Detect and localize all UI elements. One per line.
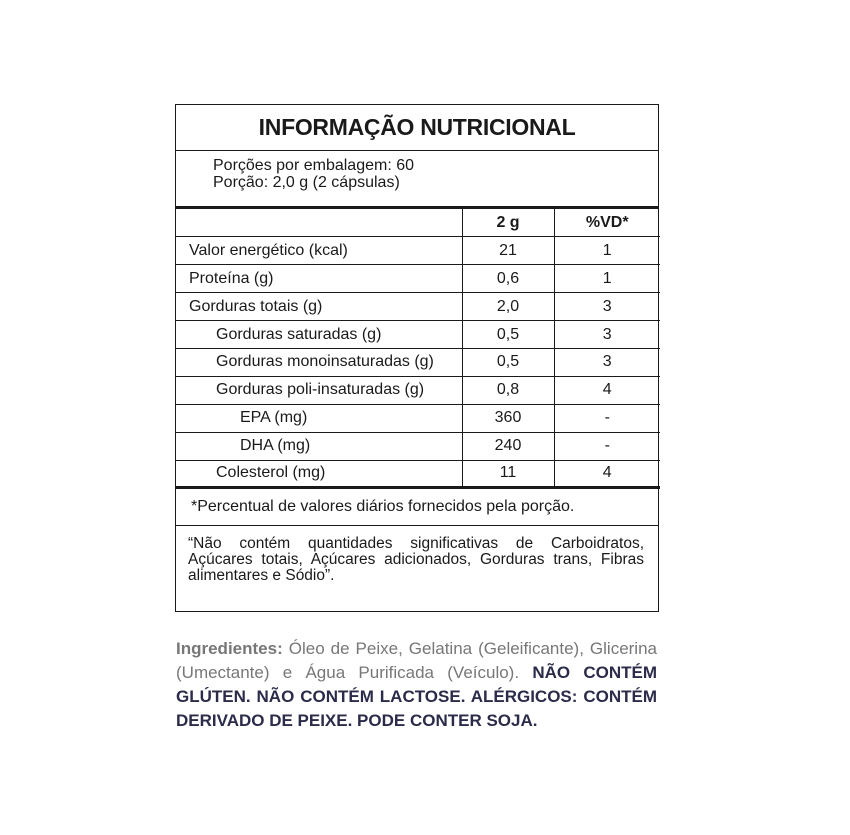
nutrient-amount: 0,5 [462,321,554,349]
nutrient-dv: 3 [554,293,660,321]
ingredients-list: Óleo de Peixe, Gelatina (Geleificante), Glicerina (Umectante) e Água Purificada (Veículo). [176,639,657,682]
nutrient-name: Proteína (g) [176,265,462,293]
not-significant-claim: “Não contém quantidades significativas de Carboidratos, Açúcares totais, Açúcares adicionados, Gorduras trans, Fibras alimentares e Sódio”. [188,535,644,585]
nutrient-amount: 11 [462,460,554,488]
nutrient-name: EPA (mg) [176,404,462,432]
nutrient-name: Gorduras saturadas (g) [176,321,462,349]
nutrient-dv: - [554,432,660,460]
nutrient-amount: 360 [462,404,554,432]
servings-per-package: Porções por embalagem: 60 [213,157,414,174]
serving-info [176,151,658,209]
nutrient-dv: 1 [554,237,660,265]
nutrient-dv: 4 [554,376,660,404]
allergen-warning: NÃO CONTÉM GLÚTEN. NÃO CONTÉM LACTOSE. ALÉRGICOS: CONTÉM DERIVADO DE PEIXE. PODE CONTER SOJA. [176,663,657,730]
nutrient-name: DHA (mg) [176,432,462,460]
nutrient-name: Colesterol (mg) [176,460,462,488]
table-row [176,460,660,488]
serving-size: Porção: 2,0 g (2 cápsulas) [213,174,400,191]
table-row [176,265,660,293]
table-row [176,376,660,404]
nutrient-amount: 21 [462,237,554,265]
nutrient-dv: 1 [554,265,660,293]
table-row [176,432,660,460]
nutrient-table [176,209,660,489]
table-row [176,321,660,349]
nutrient-dv: - [554,404,660,432]
table-row [176,293,660,321]
table-header-row [176,209,660,237]
nutrient-amount: 240 [462,432,554,460]
panel-title: INFORMAÇÃO NUTRICIONAL [176,105,658,151]
nutrient-name: Valor energético (kcal) [176,237,462,265]
nutrient-amount: 0,6 [462,265,554,293]
nutrient-dv: 3 [554,348,660,376]
table-row [176,404,660,432]
nutrient-amount: 0,5 [462,348,554,376]
column-header-amount: 2 g [462,209,554,237]
nutrient-name: Gorduras monoinsaturadas (g) [176,348,462,376]
table-row [176,348,660,376]
nutrient-name: Gorduras totais (g) [176,293,462,321]
column-header-dv: %VD* [554,209,660,237]
nutrient-name: Gorduras poli-insaturadas (g) [176,376,462,404]
nutrient-dv: 4 [554,460,660,488]
nutrient-dv: 3 [554,321,660,349]
ingredients-paragraph [176,637,657,733]
nutrient-amount: 0,8 [462,376,554,404]
column-header-name [176,209,462,237]
table-row [176,237,660,265]
ingredients-label: Ingredientes: [176,639,283,658]
nutrition-facts-panel [175,104,659,612]
dv-footnote: *Percentual de valores diários fornecidos pela porção. [176,489,658,526]
nutrient-amount: 2,0 [462,293,554,321]
